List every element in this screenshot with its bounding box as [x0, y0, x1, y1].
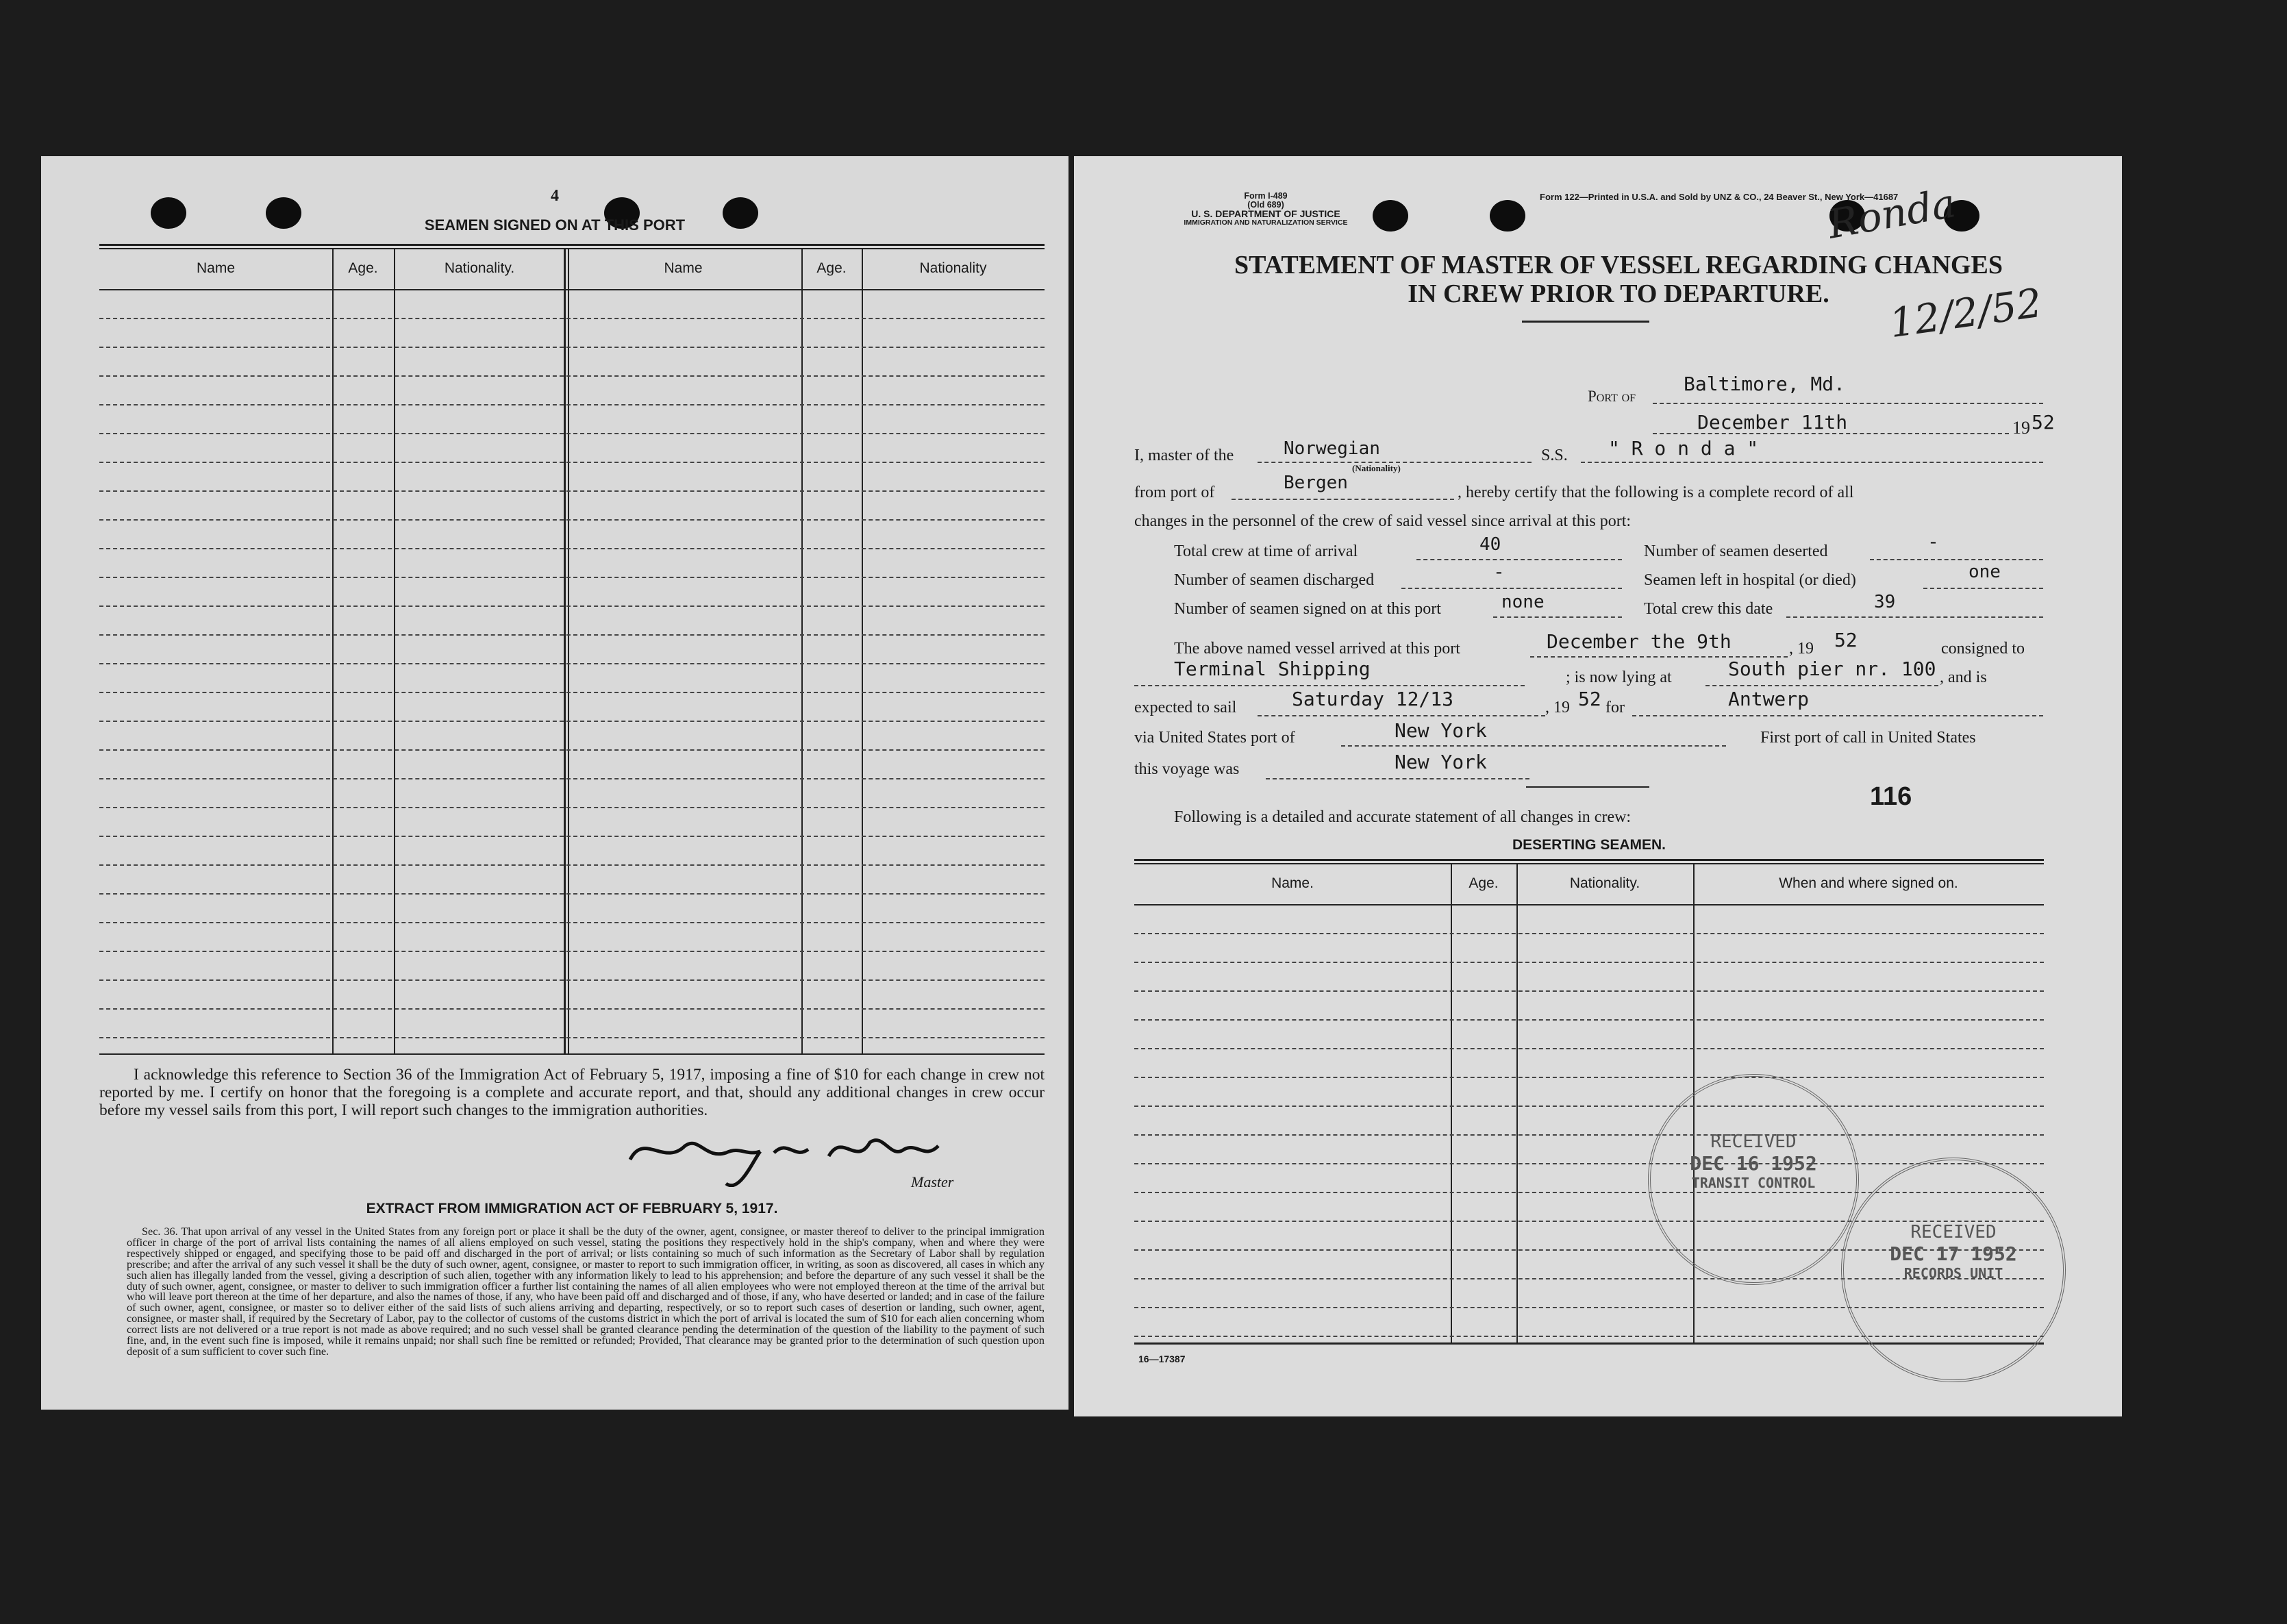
column-header: Nationality.: [1569, 875, 1640, 891]
seamen-signed-on-table: [99, 248, 1045, 1053]
table-row-line: [99, 951, 1045, 952]
table-row-line: [99, 375, 1045, 377]
total-crew-arrival-value: 40: [1479, 534, 1501, 555]
acknowledgment-text: I acknowledge this reference to Section 36 of the Immigration Act of February 5, 1917, imposing a fine of $10 for each change in crew not reported by me. I certify on honor that the foregoing is a complete and accurate report, and that, should any additional changes in crew occur before my vessel sails from this port, I will report such changes to the immigration authorities.: [99, 1066, 1045, 1119]
table-row-line: [1134, 990, 2044, 992]
table-row-line: [99, 864, 1045, 866]
total-crew-date-label: Total crew this date: [1644, 600, 1773, 618]
handwritten-ship-name: Ronda: [1824, 179, 1960, 248]
master-label: Master: [911, 1173, 954, 1190]
table-row-line: [99, 663, 1045, 664]
column-header: Name: [196, 260, 236, 276]
table-row-line: [99, 318, 1045, 319]
arrived-label: The above named vessel arrived at this port: [1174, 640, 1460, 658]
year-value: 52: [2032, 411, 2055, 434]
date-value: December 11th: [1697, 411, 1848, 434]
year-prefix: 19: [2012, 418, 2030, 438]
via-value: New York: [1395, 719, 1487, 742]
table-row-line: [99, 836, 1045, 837]
printer-note: Form 122—Printed in U.S.A. and Sold by UNZ & CO., 24 Beaver St., New York—41687: [1540, 192, 1899, 202]
arrived-value: December the 9th: [1547, 630, 1732, 653]
service: IMMIGRATION AND NATURALIZATION SERVICE: [1184, 218, 1348, 227]
table-row-line: [1134, 1048, 2044, 1049]
table-row-line: [1134, 1019, 2044, 1021]
from-port-value: Bergen: [1284, 473, 1348, 493]
column-header: Name: [664, 260, 703, 276]
form-old-number: (Old 689): [1247, 200, 1284, 210]
extract-text: Sec. 36. That upon arrival of any vessel in the United States from any foreign port or place it shall be the duty of the owner, agent, consignee, or master thereof to deliver to the principal immigration officer in charge of the port of arrival lists containing the names of all aliens employed on such vessel, stating the positions they respectively hold in the ship's company, when and where they were respectively shipped or engaged, and specifying those to be paid off and discharged in the port of arrival; or lists containing so much of such information as the Secretary of Labor shall by regulation prescribe; and after the arrival of any such vessel it shall be the duty of such owner, agent, consignee, or master to report to such immigration officer, in writing, as soon as discovered, all cases in which any such alien has illegally landed from the vessel, giving a description of such alien, together with any information likely to lead to his apprehension; and before the departure of any such vessel it shall be the duty of such owner, agent, consignee, or master to deliver to such immigration officer a further list containing the names of all alien employees who were not employed thereon at the time of the arrival but who will leave port thereon at the time of her departure, and also the names of those, if any, who have been paid off and discharged and of those, if any, who have deserted or landed; and in case of the failure of such owner, agent, consignee, or master so to deliver either of the said lists of such aliens arriving and departing, respectively, or so to report such cases of desertion or landing, such owner, agent, consignee, or master shall, if required by the Secretary of Labor, pay to the collector of customs of the customs district in which the port of arrival is located the sum of $10 for each alien concerning whom correct lists are not delivered or a true report is not made as above required; and no such vessel shall be granted clearance pending the determination of the question of the liability to the payment of such fine, and, in the event such fine is imposed, while it remains unpaid; nor shall such fine be remitted or refunded; Provided, That clearance may be granted prior to the determination of such question upon deposit of a sum sufficient to cover such fine.: [127, 1225, 1045, 1358]
voyage-label: this voyage was: [1134, 760, 1240, 778]
table-row-line: [99, 922, 1045, 923]
table-row-line: [99, 749, 1045, 751]
signed-on-label: Number of seamen signed on at this port: [1174, 600, 1441, 618]
discharged-value: -: [1493, 560, 1505, 583]
table-row-line: [99, 721, 1045, 722]
form-header: [1142, 192, 1389, 227]
left-heading: SEAMEN SIGNED ON AT THIS PORT: [424, 216, 686, 234]
expected-year: 52: [1578, 688, 1601, 710]
column-header: Age.: [816, 260, 847, 276]
extract-title: EXTRACT FROM IMMIGRATION ACT OF FEBRUARY 5, 1917.: [366, 1201, 778, 1216]
certify-text: , hereby certify that the following is a complete record of all: [1458, 484, 1854, 501]
column-header: Nationality: [919, 260, 987, 276]
handwritten-date: 12/2/52: [1886, 279, 2045, 347]
hospital-value: one: [1969, 562, 2001, 582]
ss-label: S.S.: [1541, 447, 1568, 464]
total-crew-arrival-label: Total crew at time of arrival: [1174, 542, 1358, 560]
table-row-line: [1134, 1105, 2044, 1107]
deserted-value: -: [1927, 530, 1939, 553]
table-row-line: [99, 490, 1045, 492]
table-row-line: [1134, 962, 2044, 963]
column-header: Age.: [1469, 875, 1499, 891]
form-number: Form I-489: [1244, 191, 1288, 201]
port-of-label: Port of: [1588, 388, 1636, 405]
table-row-line: [99, 548, 1045, 549]
expected-value: Saturday 12/13: [1292, 688, 1454, 710]
table-row-line: [99, 404, 1045, 405]
table-row-line: [99, 1008, 1045, 1010]
signed-on-value: none: [1501, 592, 1545, 612]
changes-text: changes in the personnel of the crew of said vessel since arrival at this port:: [1134, 512, 1632, 530]
arrived-year: 52: [1834, 629, 1858, 651]
column-header: Age.: [348, 260, 378, 276]
for-label: for: [1605, 699, 1625, 716]
table-row-line: [1134, 1077, 2044, 1078]
table-row-line: [1134, 1134, 2044, 1136]
table-row-line: [1134, 933, 2044, 934]
left-page: [41, 156, 1068, 1410]
page-number: 4: [551, 187, 559, 205]
following-text: Following is a detailed and accurate statement of all changes in crew:: [1174, 808, 1632, 826]
stamp-number: 116: [1870, 782, 1912, 811]
table-row-line: [99, 1037, 1045, 1038]
received-stamp-transit: RECEIVED DEC 16 1952 TRANSIT CONTROL: [1648, 1074, 1859, 1285]
expected-year-prefix: , 19: [1545, 699, 1570, 716]
via-label: via United States port of: [1134, 729, 1295, 747]
ship-name: " R o n d a ": [1608, 437, 1759, 460]
column-header: Name.: [1271, 875, 1314, 891]
expected-label: expected to sail: [1134, 699, 1237, 716]
table-row-line: [99, 577, 1045, 578]
table-row-line: [99, 634, 1045, 636]
lying-label: ; is now lying at: [1566, 669, 1672, 686]
consigned-label: consigned to: [1941, 640, 2025, 658]
consignee-value: Terminal Shipping: [1174, 658, 1371, 680]
arrived-year-prefix: , 19: [1789, 640, 1814, 658]
table-row-line: [99, 605, 1045, 607]
table-row-line: [99, 778, 1045, 779]
table-row-line: [99, 433, 1045, 434]
table-row-line: [99, 807, 1045, 808]
table-row-line: [99, 519, 1045, 521]
port-value: Baltimore, Md.: [1684, 373, 1846, 395]
table-row-line: [1134, 1163, 2044, 1164]
table-row-line: [99, 692, 1045, 693]
table-row-line: [99, 347, 1045, 348]
nationality-caption: (Nationality): [1352, 463, 1401, 473]
footer-code: 16—17387: [1138, 1353, 1186, 1364]
right-page: [1074, 156, 2122, 1416]
nationality-value: Norwegian: [1284, 438, 1380, 459]
table-row-line: [99, 462, 1045, 463]
voyage-value: New York: [1395, 751, 1487, 773]
lying-value: South pier nr. 100: [1728, 658, 1936, 680]
table-row-line: [99, 893, 1045, 895]
master-of-label: I, master of the: [1134, 447, 1234, 464]
punch-hole: [1490, 200, 1525, 232]
column-header: Nationality.: [444, 260, 515, 276]
first-port-label: First port of call in United States: [1760, 729, 1976, 747]
column-header: When and where signed on.: [1779, 875, 1958, 891]
table-row-line: [99, 979, 1045, 981]
for-value: Antwerp: [1728, 688, 1810, 710]
deserting-heading: DESERTING SEAMEN.: [1512, 837, 1666, 853]
total-crew-date-value: 39: [1874, 592, 1896, 612]
discharged-label: Number of seamen discharged: [1174, 571, 1375, 589]
hospital-label: Seamen left in hospital (or died): [1644, 571, 1856, 589]
form-title: STATEMENT OF MASTER OF VESSEL REGARDING CHANGES IN CREW PRIOR TO DEPARTURE.: [1234, 251, 2003, 308]
and-is-label: , and is: [1940, 669, 1987, 686]
deserted-label: Number of seamen deserted: [1644, 542, 1828, 560]
received-stamp-records: RECEIVED DEC 17 1952 RECORDS UNIT: [1841, 1158, 2066, 1382]
department: U. S. DEPARTMENT OF JUSTICE: [1191, 208, 1340, 219]
from-port-label: from port of: [1134, 484, 1215, 501]
